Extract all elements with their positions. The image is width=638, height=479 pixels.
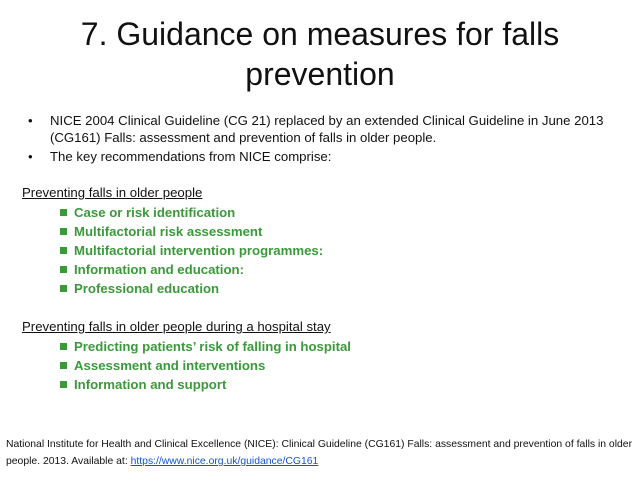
list-item-text: Professional education	[74, 281, 220, 296]
square-bullet-icon	[60, 247, 67, 254]
list-item	[22, 222, 622, 241]
reference-citation	[6, 436, 634, 470]
square-bullet-icon	[60, 228, 67, 235]
list-item	[22, 260, 622, 279]
bullet-dot-icon: •	[28, 113, 33, 128]
list-item-text: Information and support	[74, 377, 227, 392]
section-heading: Preventing falls in older people during a hospital stay	[22, 319, 331, 334]
section-hospital-stay	[22, 318, 622, 394]
intro-bullet-text: The key recommendations from NICE comprise:	[50, 149, 332, 164]
square-bullet-icon	[60, 381, 67, 388]
list-item-text: Information and education:	[74, 262, 244, 277]
square-bullet-icon	[60, 285, 67, 292]
list-item	[22, 337, 622, 356]
list-item	[22, 279, 622, 298]
square-bullet-icon	[60, 343, 67, 350]
section-heading: Preventing falls in older people	[22, 185, 203, 200]
list-item-text: Multifactorial risk assessment	[74, 224, 263, 239]
intro-bullet-list	[22, 112, 622, 167]
list-item-text: Multifactorial intervention programmes:	[74, 243, 324, 258]
reference-text: National Institute for Health and Clinical Excellence (NICE): Clinical Guideline (CG161) Falls: assessment and prevention of falls in older people. 2013. Available at:	[6, 439, 633, 467]
square-bullet-icon	[60, 362, 67, 369]
list-item	[22, 356, 622, 375]
list-item-text: Predicting patients’ risk of falling in hospital	[74, 339, 351, 354]
square-bullet-icon	[60, 266, 67, 273]
list-item-text: Assessment and interventions	[74, 358, 266, 373]
square-bullet-icon	[60, 209, 67, 216]
intro-bullet-item	[22, 112, 622, 146]
bullet-dot-icon: •	[28, 149, 33, 164]
slide-title: 7. Guidance on measures for falls prevention	[80, 16, 560, 92]
list-item	[22, 375, 622, 394]
intro-bullet-item	[22, 148, 622, 165]
intro-bullet-text: NICE 2004 Clinical Guideline (CG 21) replaced by an extended Clinical Guideline in June 2013 (CG161) Falls: assessment and prevention of falls in older people.	[50, 113, 604, 145]
list-item-text: Case or risk identification	[74, 205, 236, 220]
list-item	[22, 203, 622, 222]
list-item	[22, 241, 622, 260]
recommendation-list	[22, 203, 622, 298]
recommendation-list	[22, 337, 622, 394]
reference-link[interactable]: https://www.nice.org.uk/guidance/CG161	[130, 456, 319, 467]
section-preventing-falls	[22, 184, 622, 298]
